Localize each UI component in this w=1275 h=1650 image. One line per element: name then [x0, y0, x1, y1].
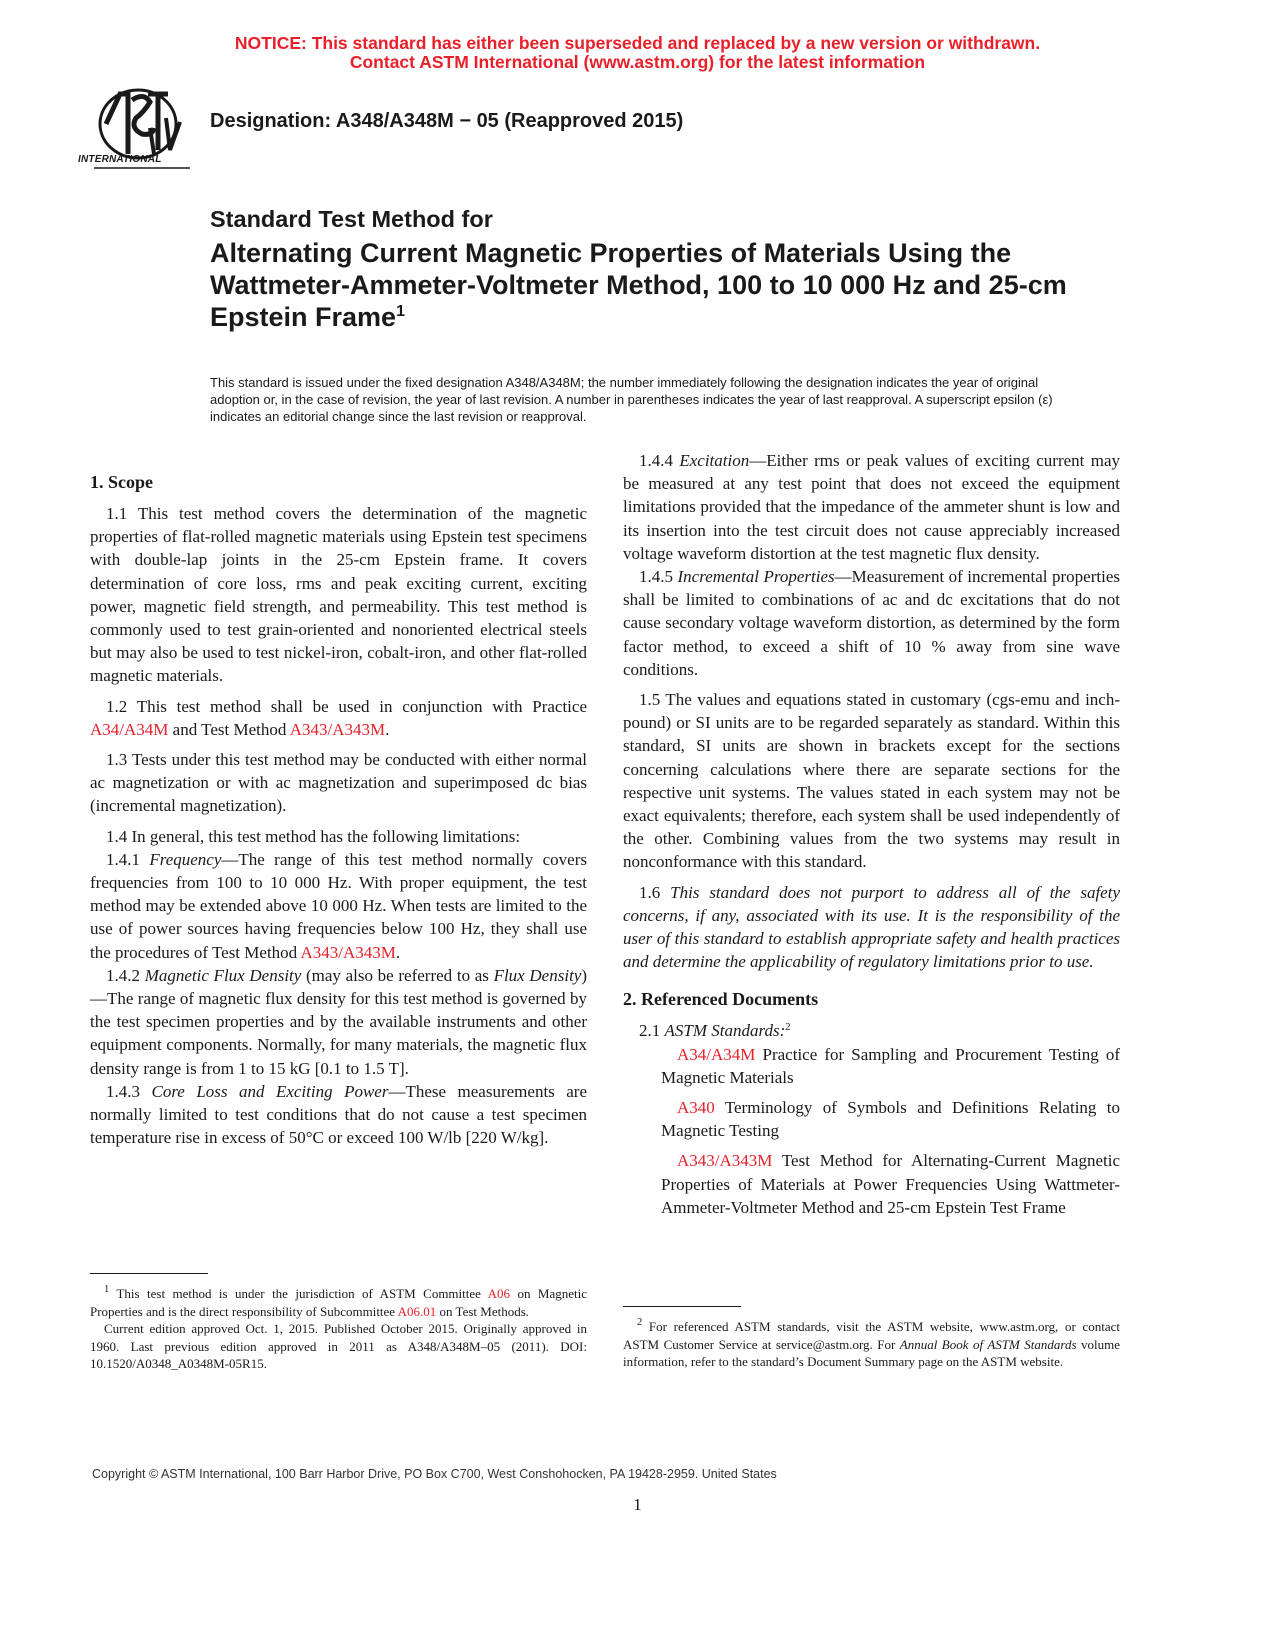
- footnote-rule-2: [623, 1306, 741, 1307]
- reference-title: Terminology of Symbols and Definitions Relating to Magnetic Testing: [661, 1098, 1120, 1141]
- para-1-6: [623, 881, 1120, 974]
- para-1-4-4: [623, 449, 1120, 565]
- para-1-4-1-end: .: [395, 942, 401, 962]
- references-heading: 2. Referenced Documents: [623, 989, 819, 1010]
- para-1-4-2-text: )—The range of magnetic flux density for this test method is governed by the test specimen properties and by the available instruments and other equipment components. Normally, for many materials, the magnetic flux density range is from 1 to 15 kG [0.1 to 1.5 T].: [90, 965, 588, 1078]
- para-1-4-5: [623, 565, 1120, 681]
- link-a06[interactable]: A06: [487, 1286, 511, 1301]
- reference-title: Practice for Sampling and Procurement Testing of Magnetic Materials: [661, 1044, 1120, 1087]
- footnote-rule: [90, 1273, 208, 1274]
- para-1-4-3: [90, 1080, 587, 1150]
- footnote-1-text-c: on Test Methods.: [436, 1303, 530, 1319]
- para-1-4-1-term: Frequency: [149, 849, 222, 869]
- footnote-1: [90, 1285, 587, 1373]
- reference-code-link[interactable]: A340: [677, 1098, 715, 1118]
- link-a343[interactable]: A343/A343M: [289, 719, 386, 739]
- para-1-4-1-num: 1.4.1: [106, 849, 150, 869]
- footnote-2: [623, 1318, 1120, 1371]
- para-1-4-1-text: —The range of this test method normally covers frequencies from 100 to 10 000 Hz. With proper equipment, the test method may be extended above 10 000 Hz. When tests are limited to the use of power sources having frequencies below 100 Hz, they shall use the procedures of Test Method: [90, 849, 588, 962]
- footnote-2-italic: Annual Book of ASTM Standards: [899, 1336, 1077, 1352]
- para-1-6-text: This standard does not purport to address all of the safety concerns, if any, associated with its use. It is the responsibility of the user of this standard to establish appropriate safety and health practices and determine the applicability of regulatory limitations prior to use.: [623, 882, 1120, 972]
- para-1-2: [90, 695, 587, 741]
- para-1-4-4-text: —Either rms or peak values of exciting current may be measured at any test point that does not exceed the equipment limitations provided that the impedance of the ammeter shunt is low and its insertion into the test circuit does not cause appreciably increased voltage waveform distortion at the test magnetic flux density.: [623, 451, 1120, 563]
- para-1-1: 1.1 This test method covers the determination of the magnetic properties of flat-rolled magnetic materials using Epstein test specimens with double-lap joints in the 25-cm Epstein frame. It covers determination of core loss, rms and peak exciting current, exciting power, magnetic field strength, and permeability. This test method is commonly used to test grain-oriented and nonoriented electrical steels but may also be used to test nickel-iron, cobalt-iron, and other flat-rolled magnetic materials.: [90, 504, 587, 686]
- title-preamble: Standard Test Method for: [210, 206, 493, 232]
- para-1-4: 1.4 In general, this test method has the following limitations:: [106, 826, 521, 846]
- astm-standards-mark: 2: [785, 1022, 791, 1034]
- reference-list: [623, 1043, 1120, 1219]
- reference-title: Test Method for Alternating-Current Magnetic Properties of Materials at Power Frequencies Using Wattmeter-Ammeter-Voltmeter Method and 25-cm Epstein Test Frame: [661, 1151, 1120, 1217]
- reference-code-link[interactable]: A343/A343M: [677, 1151, 773, 1171]
- para-1-2-text-b: and Test Method: [168, 719, 290, 739]
- designation: Designation: A348/A348M − 05 (Reapproved 2015): [210, 110, 684, 132]
- para-1-4-2-mid: (may also be referred to as: [301, 965, 494, 985]
- issued-note: This standard is issued under the fixed designation A348/A348M; the number immediately following the designation indicates the year of original adoption or, in the case of revision, the year of last revision. A number in parentheses indicates the year of last reapproval. A superscript epsilon (ε) indicates an editorial change since the last revision or reapproval.: [210, 375, 1053, 425]
- para-1-2-text: 1.2 This test method shall be used in conjunction with Practice: [106, 696, 587, 716]
- para-1-3: 1.3 Tests under this test method may be conducted with either normal ac magnetization or with ac magnetization and superimposed dc bias (incremental magnetization).: [90, 750, 587, 816]
- para-1-4-4-term: Excitation: [679, 451, 750, 470]
- astm-logo: [78, 88, 192, 178]
- para-1-4-3-num: 1.4.3: [106, 1081, 152, 1101]
- para-1-6-num: 1.6: [639, 882, 671, 902]
- para-1-4-5-num: 1.4.5: [639, 567, 678, 587]
- para-1-4-4-num: 1.4.4: [639, 451, 680, 470]
- notice-line-2: Contact ASTM International (www.astm.org) for the latest information: [349, 52, 926, 72]
- scope-heading: 1. Scope: [90, 472, 153, 492]
- footnote-1-text-a: This test method is under the jurisdiction of ASTM Committee: [109, 1286, 488, 1301]
- copyright: Copyright © ASTM International, 100 Barr Harbor Drive, PO Box C700, West Conshohocken, PA 19428-2959. United States: [92, 1467, 777, 1481]
- logo-text: INTERNATIONAL: [78, 154, 162, 165]
- right-footnotes: [623, 1306, 1120, 1371]
- para-1-2-end: .: [385, 719, 390, 739]
- left-footnotes: [90, 1273, 587, 1373]
- page-number: 1: [633, 1495, 642, 1514]
- reference-item: [623, 1149, 1120, 1219]
- right-column: [623, 449, 1120, 1226]
- link-a34[interactable]: A34/A34M: [90, 719, 169, 739]
- astm-standards-label: ASTM Standards:: [664, 1021, 786, 1041]
- reference-item: [623, 1043, 1120, 1089]
- para-1-4-5-term: Incremental Properties: [677, 567, 835, 587]
- title-footnote-mark: 1: [396, 303, 405, 320]
- reference-code-link[interactable]: A34/A34M: [677, 1044, 756, 1064]
- astm-standards-num: 2.1: [639, 1021, 665, 1041]
- para-1-4-2-term2: Flux Density: [493, 965, 582, 985]
- footnote-2-text-a: For referenced ASTM standards, visit the ASTM website, www.astm.org, or contact ASTM Customer Service at service@astm.org. For: [623, 1319, 1120, 1352]
- footnote-2-text-b: volume information, refer to the standard’s Document Summary page on the ASTM website.: [623, 1336, 1121, 1369]
- footnote-1-text-b: on Magnetic Properties and is the direct responsibility of Subcommittee: [90, 1286, 587, 1319]
- title-main-text: Alternating Current Magnetic Properties of Materials Using the Wattmeter-Ammeter-Voltmeter Method, 100 to 10 000 Hz and 25-cm Epstein Frame: [210, 238, 1067, 332]
- link-a06-01[interactable]: A06.01: [397, 1303, 437, 1319]
- para-1-4-2-num: 1.4.2: [106, 965, 145, 985]
- left-column: [90, 470, 587, 1149]
- astm-standards-subhead: [623, 1019, 1120, 1042]
- footnote-2-mark: 2: [637, 1317, 643, 1328]
- para-1-4-2-term: Magnetic Flux Density: [144, 965, 302, 985]
- notice-line-1: NOTICE: This standard has either been superseded and replaced by a new version or withdrawn.: [234, 33, 1041, 53]
- para-1-4-3-text: —These measurements are normally limited to test conditions that do not cause a test specimen temperature rise in excess of 50°C or exceed 100 W/lb [220 W/kg].: [90, 1081, 588, 1148]
- para-1-5: 1.5 The values and equations stated in customary (cgs-emu and inch-pound) or SI units are to be regarded separately as standard. Within this standard, SI units are shown in brackets except for the sections concerning calculations where there are separate sections for the respective unit systems. The values stated in each system may not be exact equivalents; therefore, each system shall be used independently of the other. Combining values from the two systems may result in nonconformance with this standard.: [623, 690, 1120, 872]
- footnote-1-edition: Current edition approved Oct. 1, 2015. Published October 2015. Originally approved in 1960. Last previous edition approved in 2011 as A348/A348M–05 (2011). DOI: 10.1520/A0348_A0348M-05R15.: [90, 1321, 587, 1371]
- para-1-4-2: [90, 964, 587, 1080]
- page-title: [210, 237, 1070, 333]
- link-a343-2[interactable]: A343/A343M: [300, 942, 396, 962]
- para-1-4-1: [90, 848, 587, 964]
- footnote-1-mark: 1: [104, 1284, 110, 1295]
- para-1-4-3-term: Core Loss and Exciting Power: [151, 1081, 389, 1101]
- para-1-4-5-text: —Measurement of incremental properties shall be limited to combinations of ac and dc excitations that do not cause secondary voltage waveform distortion, as determined by the form factor method, to exceed a shift of 10 % away from sine wave conditions.: [623, 567, 1120, 679]
- reference-item: [623, 1096, 1120, 1142]
